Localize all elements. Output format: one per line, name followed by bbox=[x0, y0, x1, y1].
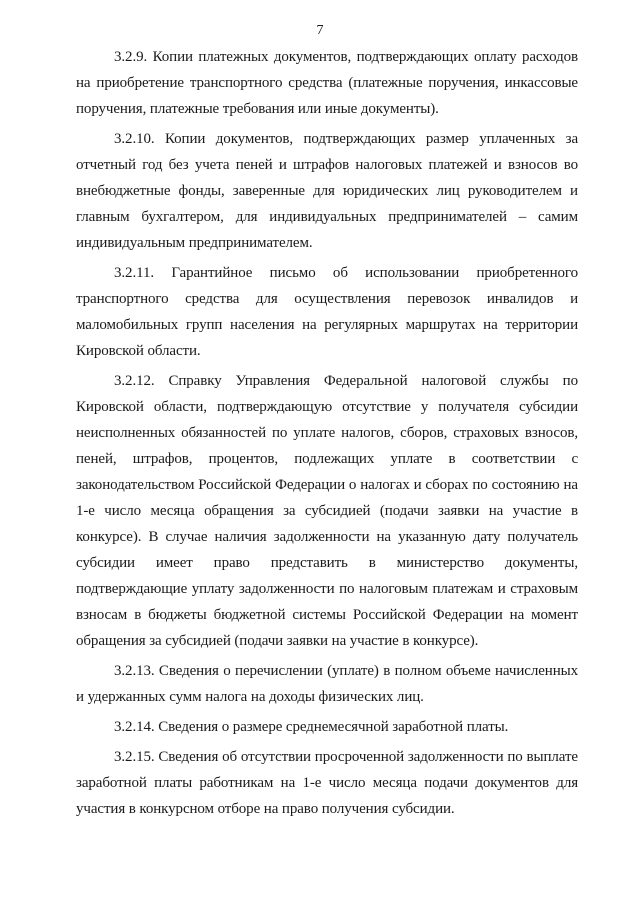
paragraph-3-2-13: 3.2.13. Сведения о перечислении (уплате) в полном объеме начисленных и удержанных сумм налога на доходы физических лиц. bbox=[76, 663, 578, 705]
paragraph-3-2-10: 3.2.10. Копии документов, подтверждающих размер уплаченных за отчетный год без учета пеней и штрафов налоговых платежей и взносов во внебюджетные фонды, заверенные для юридических лиц руководителем и главным бухгалтером, для индивидуальных предпринимателей – самим индивидуальным предпринимателем. bbox=[76, 131, 578, 251]
paragraph-3-2-9: 3.2.9. Копии платежных документов, подтверждающих оплату расходов на приобретение транспортного средства (платежные поручения, инкассовые поручения, платежные требования или иные документы). bbox=[76, 49, 578, 117]
paragraph-3-2-14: 3.2.14. Сведения о размере среднемесячной заработной платы. bbox=[114, 719, 509, 735]
page-number: 7 bbox=[316, 23, 324, 38]
document-body bbox=[76, 44, 578, 826]
paragraph-3-2-15: 3.2.15. Сведения об отсутствии просроченной задолженности по выплате заработной платы работникам на 1-е число месяца подачи документов для участия в конкурсном отборе на право получения субсидии. bbox=[76, 749, 578, 817]
paragraph-3-2-12: 3.2.12. Справку Управления Федеральной налоговой службы по Кировской области, подтверждающую отсутствие у получателя субсидии неисполненных обязанностей по уплате налогов, сборов, страховых взносов, пеней, штрафов, процентов, подлежащих уплате в соответствии с законодательством Российской Федерации о налогах и сборах по состоянию на 1-е число месяца обращения за субсидией (подачи заявки на участие в конкурсе). В случае наличия задолженности на указанную дату получатель субсидии имеет право представить в министерство документы, подтверждающие уплату задолженности по налоговым платежам и страховым взносам в бюджеты бюджетной системы Российской Федерации на момент обращения за субсидией (подачи заявки на участие в конкурсе). bbox=[76, 373, 578, 649]
paragraph-3-2-11: 3.2.11. Гарантийное письмо об использовании приобретенного транспортного средства для осуществления перевозок инвалидов и маломобильных групп населения на регулярных маршрутах на территории Кировской области. bbox=[76, 265, 578, 359]
